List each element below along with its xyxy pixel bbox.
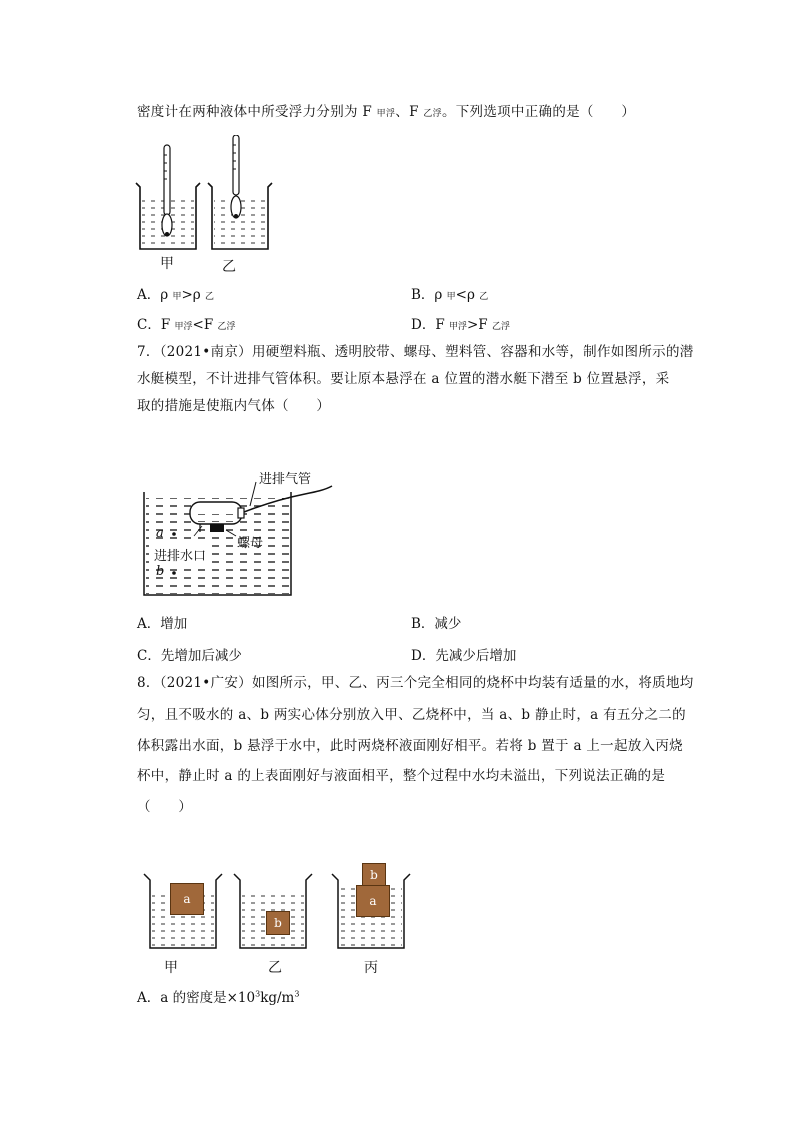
q8-block-b-bing: b: [362, 863, 386, 886]
q7-option-b[interactable]: B．减少: [411, 616, 462, 632]
q6-hydrometer-figure: [130, 135, 280, 275]
q8-line-3: 体积露出水面，b 悬浮于水中，此时两烧杯液面刚好相平。若将 b 置于 a 上一起放入丙烧: [137, 738, 683, 754]
q7-label-inlet: 进排水口: [153, 545, 207, 564]
beaker-jia: [136, 145, 200, 249]
q7-option-c[interactable]: C．先增加后减少: [137, 648, 242, 664]
q7-option-d[interactable]: D．先减少后增加: [411, 648, 517, 664]
q8-label-bing: 丙: [364, 960, 378, 976]
q8-line-1: 8．（2021•广安）如图所示，甲、乙、丙三个完全相同的烧杯中均装有适量的水，将质地均: [137, 675, 694, 691]
q7-label-a: a: [156, 526, 164, 541]
q7-line-1: 7．（2021•南京）用硬塑料瓶、透明胶带、螺母、塑料管、容器和水等，制作如图所示的潜: [137, 344, 694, 360]
q8-block-b-yi: b: [266, 911, 290, 935]
q8-block-a-jia: a: [170, 883, 204, 915]
q6-label-jia: 甲: [160, 256, 174, 272]
q6-stem: 密度计在两种液体中所受浮力分别为 F 甲浮、F 乙浮。下列选项中正确的是（ ）: [137, 104, 636, 120]
beaker-yi: [208, 135, 272, 249]
q7-label-nut: 螺母: [237, 536, 264, 551]
q8-line-2: 匀，且不吸水的 a、b 两实心体分别放入甲、乙烧杯中，当 a、b 静止时，a 有五分之二的: [137, 707, 686, 723]
q6-option-c[interactable]: C．F 甲浮<F 乙浮: [137, 317, 236, 333]
q7-line-2: 水艇模型，不计进排气管体积。要让原本悬浮在 a 位置的潜水艇下潜至 b 位置悬浮，采: [137, 371, 670, 387]
q7-label-b: b: [156, 564, 165, 579]
q7-option-a[interactable]: A．增加: [137, 616, 188, 632]
q6-option-b[interactable]: B．ρ 甲<ρ 乙: [411, 287, 489, 303]
q8-label-jia: 甲: [164, 960, 178, 976]
q8-line-4: 杯中，静止时 a 的上表面刚好与液面相平，整个过程中水均未溢出，下列说法正确的是: [137, 768, 666, 784]
q8-option-a[interactable]: A．a 的密度是$\times 10^3kg/m^3$: [137, 989, 300, 1006]
q6-option-a[interactable]: A．ρ 甲>ρ 乙: [137, 287, 215, 303]
q6-label-yi: 乙: [222, 259, 236, 275]
q6-option-d[interactable]: D．F 甲浮>F 乙浮: [411, 317, 510, 333]
q7-line-3: 取的措施是使瓶内气体（ ）: [137, 398, 331, 414]
q8-block-a-bing: a: [356, 885, 390, 917]
q7-label-tube: 进排气管: [259, 472, 312, 487]
q8-line-5: （ ）: [137, 799, 193, 815]
q8-label-yi: 乙: [268, 960, 282, 976]
